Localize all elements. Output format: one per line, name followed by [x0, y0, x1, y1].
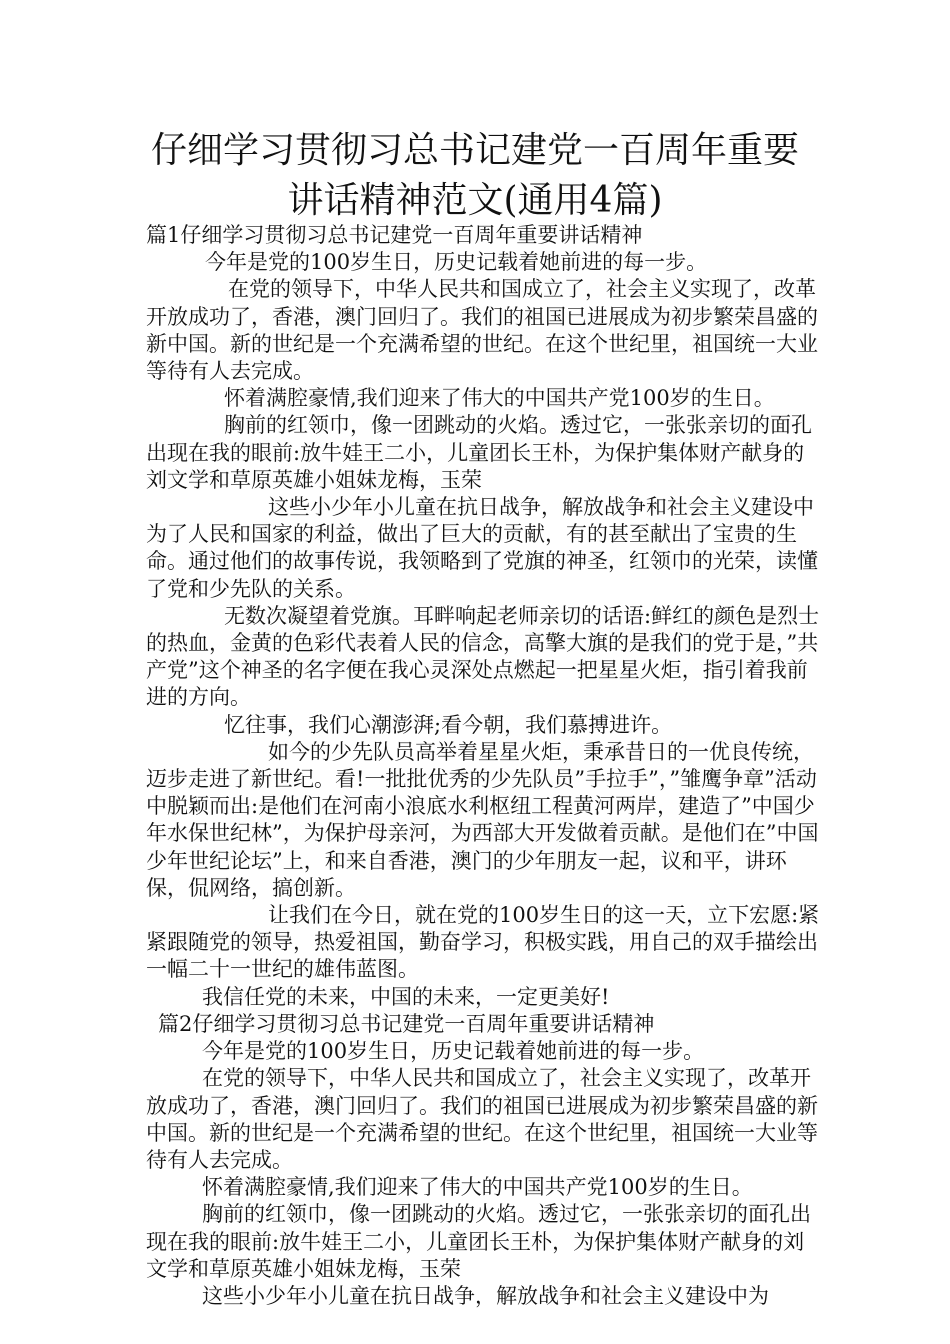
section-heading: 篇2仔细学习贯彻习总书记建党一百周年重要讲话精神 [158, 1011, 655, 1036]
paragraph: 这些小少年小儿童在抗日战争，解放战争和社会主义建设中为了人民和国家的利益，做出了巨大的贡献，有的甚至献出了宝贵的生命。通过他们的故事传说，我领略到了党旗的神圣，红领巾的光荣，读懂了党和少先队的关系。 [146, 495, 818, 601]
paragraph: 无数次凝望着党旗。耳畔响起老师亲切的话语:鲜红的颜色是烈士的热血，金黄的色彩代表着人民的信念，高擎大旗的是我们的党于是，”共产党”这个神圣的名字便在我心灵深处点燃起一把星星火炬，指引着我前进的方向。 [146, 603, 820, 710]
paragraph: 胸前的红领巾，像一团跳动的火焰。透过它，一张张亲切的面孔出现在我的眼前:放牛娃王二小，儿童团长王朴，为保护集体财产献身的刘文学和草原英雄小姐妹龙梅，玉荣 [146, 413, 812, 492]
paragraph: 忆往事，我们心潮澎湃;看今朝，我们慕搏进许。 [224, 712, 673, 737]
paragraph: 这些小少年小儿童在抗日战争，解放战争和社会主义建设中为 [202, 1283, 769, 1308]
paragraph: 今年是党的100岁生日，历史记载着她前进的每一步。 [205, 250, 708, 275]
section-heading: 篇1仔细学习贯彻习总书记建党一百周年重要讲话精神 [146, 223, 643, 247]
paragraph: 让我们在今日，就在党的100岁生日的这一天，立下宏愿:紧紧跟随党的领导，热爱祖国，勤奋学习，积极实践，用自己的双手描绘出一幅二十一世纪的雄伟蓝图。 [146, 903, 820, 982]
paragraph: 胸前的红领巾，像一团跳动的火焰。透过它，一张张亲切的面孔出现在我的眼前:放牛娃王二小，儿童团长王朴，为保护集体财产献身的刘文学和草原英雄小姐妹龙梅，玉荣 [146, 1202, 811, 1281]
document-body [0, 222, 950, 1310]
paragraph: 在党的领导下，中华人民共和国成立了，社会主义实现了，改革开放成功了，香港，澳门回归了。我们的祖国已进展成为初步繁荣昌盛的新中国。新的世纪是一个充满希望的世纪。在这个世纪里，祖国统一大业等待有人去完成。 [146, 1066, 818, 1172]
paragraph: 怀着满腔豪情,我们迎来了伟大的中国共产党100岁的生日。 [202, 1175, 753, 1200]
document-title-line-2: 讲话精神范文(通用4篇) [287, 180, 663, 221]
document-title-line-1: 仔细学习贯彻习总书记建党一百周年重要 [150, 130, 799, 171]
paragraph: 怀着满腔豪情,我们迎来了伟大的中国共产党100岁的生日。 [224, 386, 775, 411]
paragraph: 在党的领导下，中华人民共和国成立了，社会主义实现了，改革开放成功了，香港，澳门回归了。我们的祖国已进展成为初步繁荣昌盛的新中国。新的世纪是一个充满希望的世纪。在这个世纪里，祖国统一大业等待有人去完成。 [146, 277, 818, 384]
paragraph: 今年是党的100岁生日，历史记载着她前进的每一步。 [202, 1039, 705, 1064]
paragraph: 我信任党的未来，中国的未来，一定更美好! [202, 984, 610, 1009]
paragraph: 如今的少先队员高举着星星火炬，秉承昔日的一优良传统，迈步走进了新世纪。看!一批批优秀的少先队员”手拉手”，”雏鹰争章”活动中脱颖而出:是他们在河南小浪底水利枢纽工程黄河两岸，建造了”中国少年水保世纪林”，为保护母亲河，为西部大开发做着贡献。是他们在”中国少年世纪论坛”上，和来自香港，澳门的少年朋友一起，议和平，讲环保，侃网络，搞创新。 [146, 739, 819, 900]
